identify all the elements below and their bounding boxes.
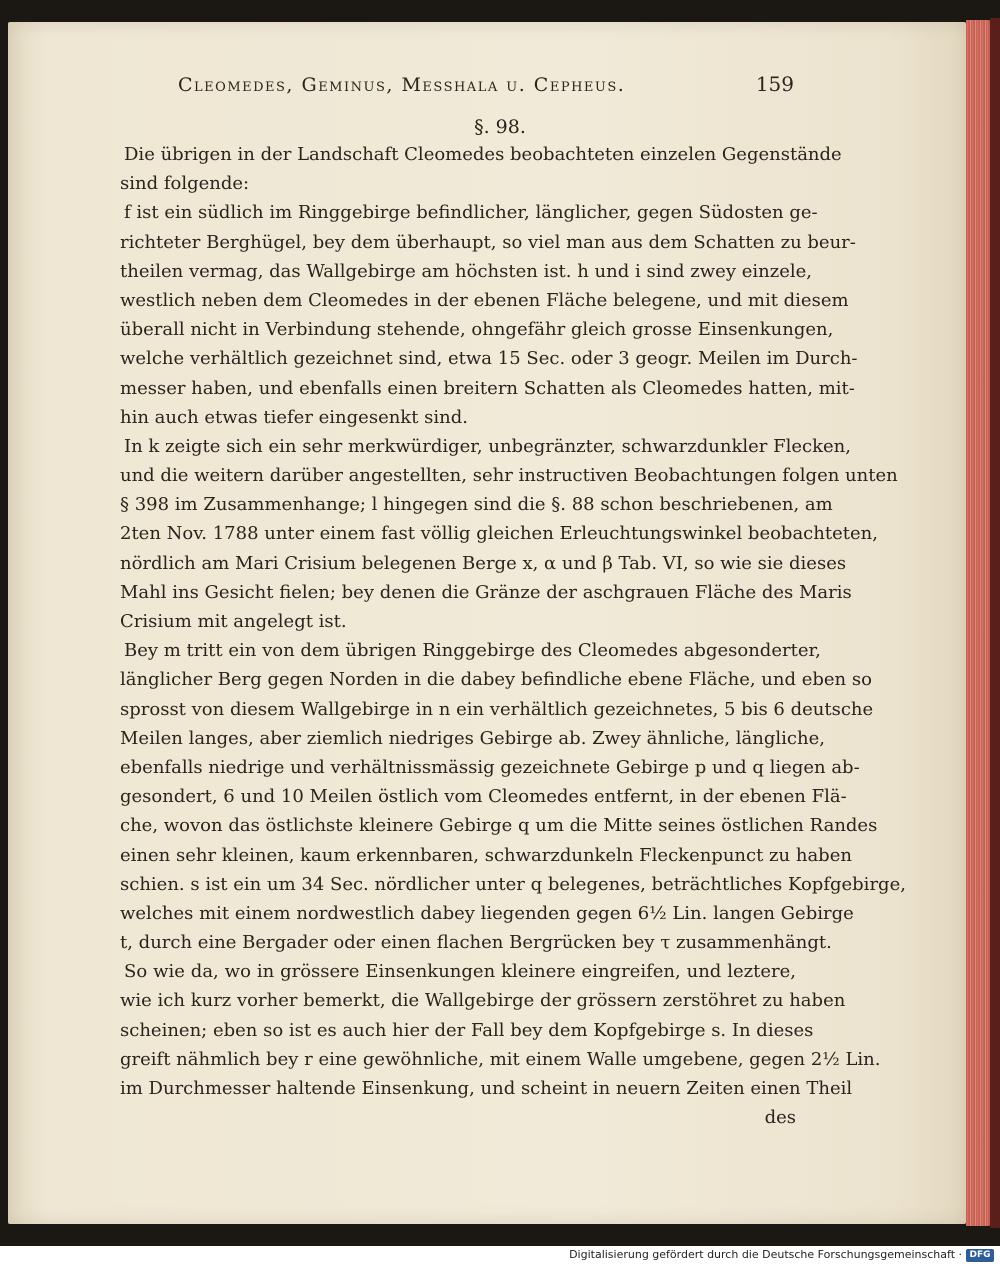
running-head xyxy=(160,70,800,100)
text-line: che, wovon das östlichste kleinere Gebirge q um die Mitte seines östlichen Randes xyxy=(120,815,878,837)
text-line: t, durch eine Bergader oder einen flachen Bergrücken bey τ zusammenhängt. xyxy=(120,932,832,954)
text-line: gesondert, 6 und 10 Meilen östlich vom Cleomedes entfernt, in der ebenen Flä- xyxy=(120,786,847,808)
footer-bar xyxy=(0,1246,1000,1266)
text-line: f ist ein südlich im Ringgebirge befindlicher, länglicher, gegen Südosten ge- xyxy=(124,202,818,224)
text-line: In k zeigte sich ein sehr merkwürdiger, unbegränzter, schwarzdunkler Flecken, xyxy=(124,435,851,457)
text-line: im Durchmesser haltende Einsenkung, und scheint in neuern Zeiten einen Theil xyxy=(120,1078,853,1099)
text-line: welches mit einem nordwestlich dabey liegenden gegen 6½ Lin. langen Gebirge xyxy=(120,902,854,924)
text-line: nördlich am Mari Crisium belegenen Berge x, α und β Tab. VI, so wie sie dieses xyxy=(120,552,847,574)
text-line: scheinen; eben so ist es auch hier der Fall bey dem Kopfgebirge s. In dieses xyxy=(120,1019,814,1041)
text-line: So wie da, wo in grössere Einsenkungen kleinere eingreifen, und leztere, xyxy=(124,961,796,983)
catchword: des xyxy=(764,1107,796,1129)
footer-credit: Digitalisierung gefördert durch die Deutsche Forschungsgemeinschaft · xyxy=(569,1248,962,1261)
section-heading: §. 98. xyxy=(474,116,526,138)
text-line: einen sehr kleinen, kaum erkennbaren, schwarzdunkeln Fleckenpunct zu haben xyxy=(120,844,852,866)
text-line: Die übrigen in der Landschaft Cleomedes beobachteten einzelen Gegenstände xyxy=(124,144,842,165)
text-line: Meilen langes, aber ziemlich niedriges Gebirge ab. Zwey ähnliche, längliche, xyxy=(120,727,825,749)
text-line: messer haben, und ebenfalls einen breitern Schatten als Cleomedes hatten, mit- xyxy=(120,377,855,399)
text-line: wie ich kurz vorher bemerkt, die Wallgebirge der grössern zerstöhret zu haben xyxy=(120,990,846,1012)
running-head-title: Cleomedes, Geminus, Messhala u. Cepheus. xyxy=(178,74,626,96)
text-line: ebenfalls niedrige und verhältnissmässig gezeichnete Gebirge p und q liegen ab- xyxy=(120,756,860,778)
text-line: theilen vermag, das Wallgebirge am höchsten ist. h und i sind zwey einzele, xyxy=(120,260,812,282)
body-text xyxy=(120,140,906,1132)
book-cover xyxy=(990,18,1000,1228)
text-line: 2ten Nov. 1788 unter einem fast völlig gleichen Erleuchtungswinkel beobachteten, xyxy=(120,523,878,545)
text-line: sind folgende: xyxy=(120,173,250,195)
text-line: westlich neben dem Cleomedes in der ebenen Fläche belegene, und mit diesem xyxy=(120,289,849,311)
text-line: und die weitern darüber angestellten, sehr instructiven Beobachtungen folgen unten xyxy=(120,465,898,487)
text-line: schien. s ist ein um 34 Sec. nördlicher unter q belegenes, beträchtliches Kopfgebirge, xyxy=(120,873,906,895)
text-line: welche verhältlich gezeichnet sind, etwa 15 Sec. oder 3 geogr. Meilen im Durch- xyxy=(120,348,858,370)
text-line: Crisium mit angelegt ist. xyxy=(120,611,347,632)
dfg-logo-icon: DFG xyxy=(966,1249,994,1262)
page-edge xyxy=(966,20,992,1226)
text-line: greift nähmlich bey r eine gewöhnliche, mit einem Walle umgebene, gegen 2½ Lin. xyxy=(120,1048,881,1070)
text-line: richteter Berghügel, bey dem überhaupt, so viel man aus dem Schatten zu beur- xyxy=(120,231,856,253)
text-line: § 398 im Zusammenhange; l hingegen sind die §. 88 schon beschriebenen, am xyxy=(120,494,833,516)
text-line: hin auch etwas tiefer eingesenkt sind. xyxy=(120,406,469,428)
text-line: Bey m tritt ein von dem übrigen Ringgebirge des Cleomedes abgesonderter, xyxy=(124,640,821,662)
text-line: sprosst von diesem Wallgebirge in n ein verhältlich gezeichnetes, 5 bis 6 deutsche xyxy=(120,698,874,720)
text-line: überall nicht in Verbindung stehende, ohngefähr gleich grosse Einsenkungen, xyxy=(120,319,834,341)
text-line: Mahl ins Gesicht fielen; bey denen die Gränze der aschgrauen Fläche des Maris xyxy=(120,581,852,603)
page-number: 159 xyxy=(755,72,794,96)
text-line: länglicher Berg gegen Norden in die dabey befindliche ebene Fläche, und eben so xyxy=(120,669,872,691)
